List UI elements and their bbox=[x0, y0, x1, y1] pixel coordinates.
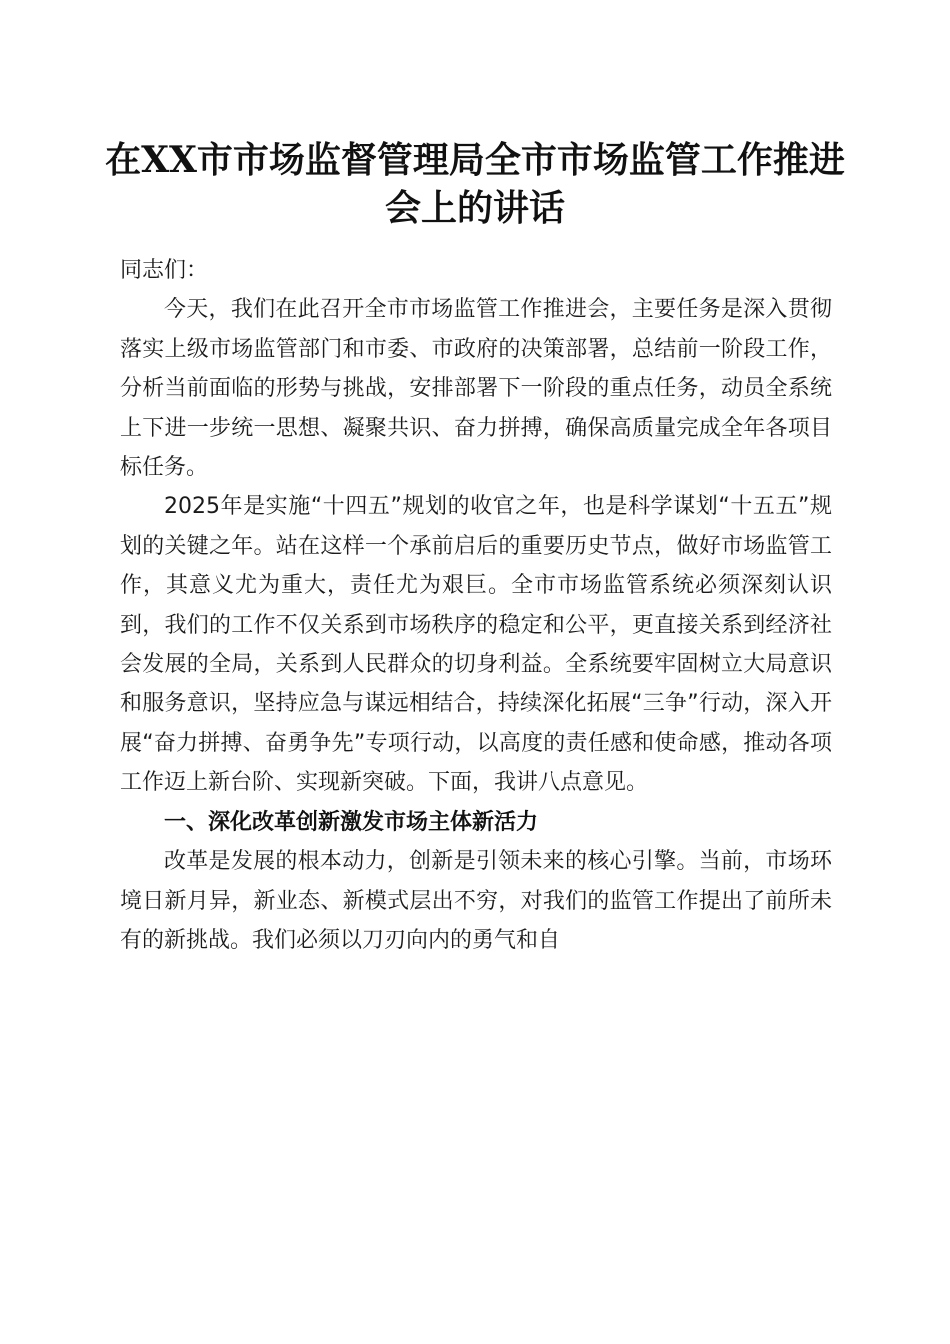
salutation: 同志们： bbox=[120, 258, 209, 283]
paragraph-opening: 今天，我们在此召开全市市场监管工作推进会，主要任务是深入贯彻落实上级市场监管部门和市委、市政府的决策部署，总结前一阶段工作，分析当前面临的形势与挑战，安排部署下一阶段的重点任务，动员全系统上下进一步统一思想、凝聚共识、奋力拼搏，确保高质量完成全年各项目标任务。 bbox=[120, 297, 832, 481]
section-heading: 一、深化改革创新激发市场主体新活力 bbox=[164, 809, 539, 835]
document-title: 在XX市市场监督管理局全市市场监管工作推进会上的讲话 bbox=[105, 139, 845, 229]
document-body bbox=[120, 251, 832, 960]
section-paragraph: 改革是发展的根本动力，创新是引领未来的核心引擎。当前，市场环境日新月异，新业态、新模式层出不穷，对我们的监管工作提出了前所未有的新挑战。我们必须以刀刃向内的勇气和自 bbox=[120, 849, 832, 953]
paragraph-context: 2025年是实施“十四五”规划的收官之年，也是科学谋划“十五五”规划的关键之年。站在这样一个承前启后的重要历史节点，做好市场监管工作，其意义尤为重大，责任尤为艰巨。全市市场监管系统必须深刻认识到，我们的工作不仅关系到市场秩序的稳定和公平，更直接关系到经济社会发展的全局，关系到人民群众的切身利益。全系统要牢固树立大局意识和服务意识，坚持应急与谋远相结合，持续深化拓展“三争”行动，深入开展“奋力拼搏、奋勇争先”专项行动，以高度的责任感和使命感，推动各项工作迈上新台阶、实现新突破。下面，我讲八点意见。 bbox=[120, 494, 832, 796]
